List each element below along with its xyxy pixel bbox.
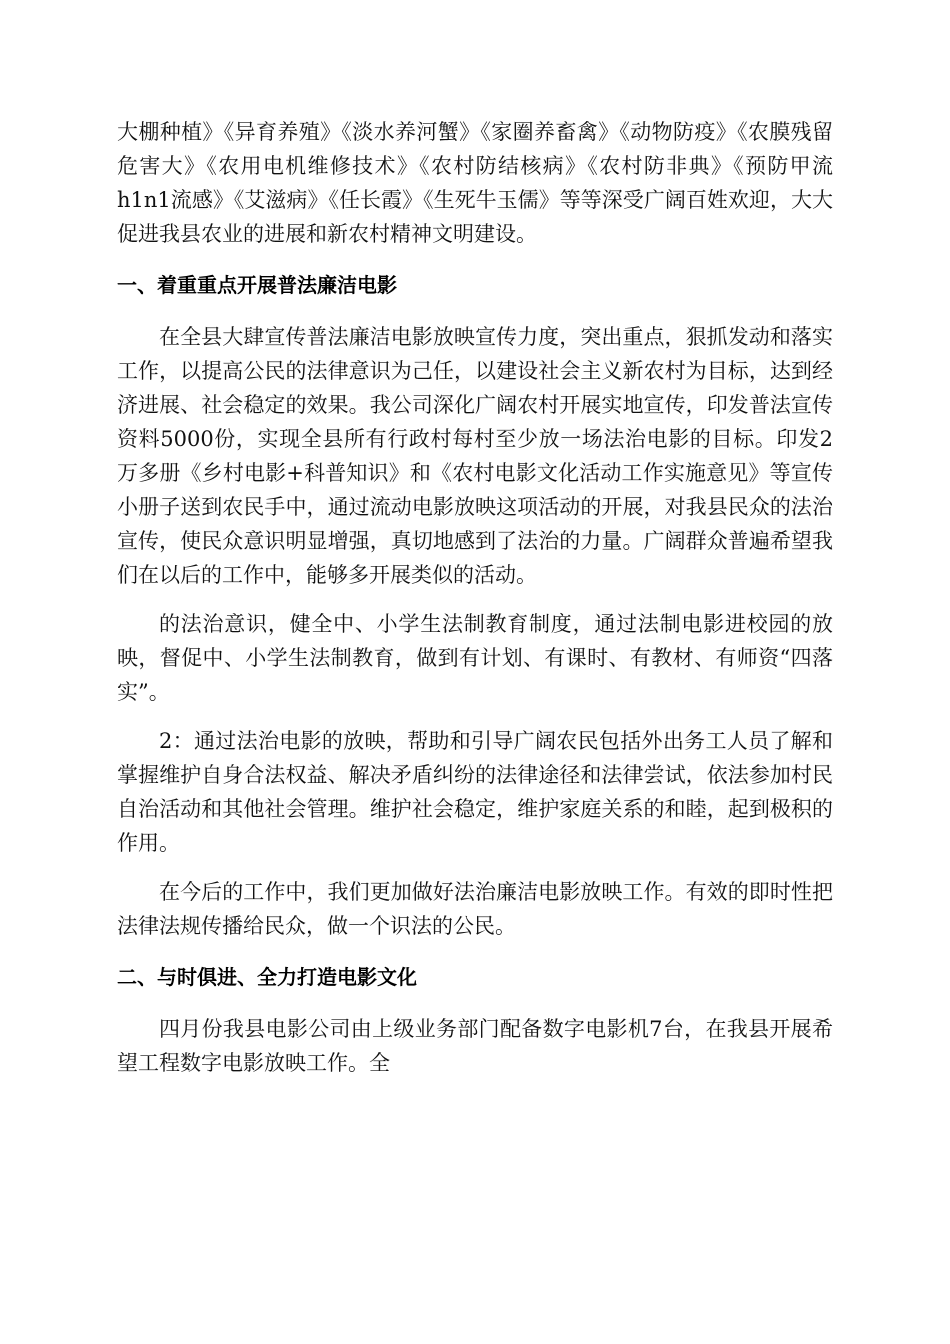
intro-paragraph: 大棚种植》《异育养殖》《淡水养河蟹》《家圈养畜禽》《动物防疫》《农膜残留危害大》《农用电机维修技术》《农村防结核病》《农村防非典》《预防甲流h1n1流感》《艾滋病》《任长霞》《生死牛玉儒》等等深受广阔百姓欢迎，大大促进我县农业的进展和新农村精神文明建设。: [117, 120, 833, 246]
section-2-heading: 二、与时俱进、全力打造电影文化: [117, 965, 417, 989]
section-1-paragraph-1: 在全县大肆宣传普法廉洁电影放映宣传力度，突出重点，狠抓发动和落实工作，以提高公民的法律意识为己任，以建设社会主义新农村为目标，达到经济进展、社会稳定的效果。我公司深化广阔农村开展实地宣传，印发普法宣传资料5000份，实现全县所有行政村每村至少放一场法治电影的目标。印发2万多册《乡村电影+科普知识》和《农村电影文化活动工作实施意见》等宣传小册子送到农民手中，通过流动电影放映这项活动的开展，对我县民众的法治宣传，使民众意识明显增强，真切地感到了法治的力量。广阔群众普遍希望我们在以后的工作中，能够多开展类似的活动。: [117, 325, 833, 587]
section-1-paragraph-3: 2：通过法治电影的放映，帮助和引导广阔农民包括外出务工人员了解和掌握维护自身合法权益、解决矛盾纠纷的法律途径和法律尝试，依法参加村民自治活动和其他社会管理。维护社会稳定，维护家庭关系的和睦，起到极积的作用。: [117, 729, 833, 855]
document-body: [117, 115, 833, 1095]
section-1-heading: 一、着重重点开展普法廉洁电影: [117, 273, 397, 297]
section-2-paragraph-1: 四月份我县电影公司由上级业务部门配备数字电影机7台，在我县开展希望工程数字电影放映工作。全: [117, 1017, 833, 1075]
section-1-paragraph-4: 在今后的工作中，我们更加做好法治廉洁电影放映工作。有效的即时性把法律法规传播给民众，做一个识法的公民。: [117, 880, 833, 938]
section-1-paragraph-2: 的法治意识，健全中、小学生法制教育制度，通过法制电影进校园的放映，督促中、小学生法制教育，做到有计划、有课时、有教材、有师资“四落实”。: [117, 612, 833, 704]
